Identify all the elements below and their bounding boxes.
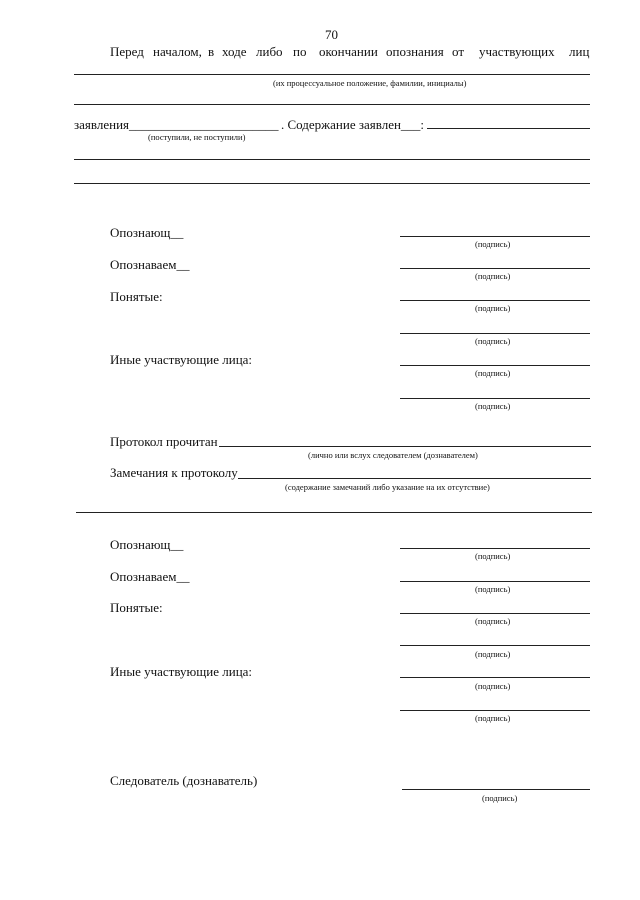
statements-status-field[interactable]: _______________________ <box>129 117 279 132</box>
intro-word: либо <box>256 44 283 59</box>
other-participant-2-signature-field[interactable] <box>400 710 590 711</box>
witnesses-label: Понятые: <box>110 289 163 304</box>
protocol-read-label: Протокол прочитан <box>110 434 218 449</box>
witnesses-label: Понятые: <box>110 600 163 615</box>
investigator-signature-field[interactable] <box>402 789 590 790</box>
signature-caption: (подпись) <box>475 368 511 378</box>
witness-2-signature-field[interactable] <box>400 333 590 334</box>
intro-word: ходе <box>222 44 247 59</box>
other-participants-label: Иные участвующие лица: <box>110 352 253 367</box>
statements-label: заявления <box>74 117 130 132</box>
identified-label: Опознаваем__ <box>110 569 190 584</box>
signature-caption: (подпись) <box>475 239 511 249</box>
investigator-label: Следователь (дознаватель) <box>110 773 258 788</box>
identifier-label: Опознающ__ <box>110 537 184 552</box>
signature-caption: (подпись) <box>475 649 511 659</box>
other-participant-1-signature-field[interactable] <box>400 365 590 366</box>
intro-word: лиц <box>569 44 590 59</box>
participants-caption: (их процессуальное положение, фамилии, инициалы) <box>273 78 467 88</box>
statements-caption: (поступили, не поступили) <box>148 132 246 142</box>
witness-2-signature-field[interactable] <box>400 645 590 646</box>
statements-content-line-3[interactable] <box>74 183 590 184</box>
intro-word: в <box>208 44 215 59</box>
witness-1-signature-field[interactable] <box>400 613 590 614</box>
identified-signature-field[interactable] <box>400 268 590 269</box>
remarks-label: Замечания к протоколу <box>110 465 238 480</box>
remarks-caption: (содержание замечаний либо указание на их отсутствие) <box>285 482 490 492</box>
statements-content-field[interactable] <box>427 128 590 129</box>
protocol-read-caption: (лично или вслух следователем (дознавателем) <box>308 450 478 460</box>
protocol-read-field[interactable] <box>219 446 591 447</box>
signature-caption: (подпись) <box>475 303 511 313</box>
identifier-signature-field[interactable] <box>400 236 590 237</box>
participants-field[interactable] <box>74 74 590 75</box>
other-participant-2-signature-field[interactable] <box>400 398 590 399</box>
signature-caption: (подпись) <box>475 713 511 723</box>
signature-caption: (подпись) <box>475 336 511 346</box>
other-participant-1-signature-field[interactable] <box>400 677 590 678</box>
section-divider <box>76 512 592 513</box>
signature-caption: (подпись) <box>475 271 511 281</box>
intro-word: от <box>452 44 465 59</box>
signature-caption: (подпись) <box>475 401 511 411</box>
other-participants-label: Иные участвующие лица: <box>110 664 253 679</box>
intro-word: началом, <box>153 44 202 59</box>
intro-word: по <box>293 44 307 59</box>
page-number: 70 <box>325 27 338 42</box>
signature-caption: (подпись) <box>482 793 518 803</box>
remarks-field[interactable] <box>238 478 591 479</box>
witness-1-signature-field[interactable] <box>400 300 590 301</box>
signature-caption: (подпись) <box>475 584 511 594</box>
intro-word: окончании <box>319 44 378 59</box>
signature-caption: (подпись) <box>475 551 511 561</box>
intro-word: участвующих <box>479 44 555 59</box>
statements-content-line-2[interactable] <box>74 159 590 160</box>
participants-field-line-2[interactable] <box>74 104 590 105</box>
intro-word: Перед <box>110 44 144 59</box>
signature-caption: (подпись) <box>475 616 511 626</box>
statements-content-label: . Содержание заявлен___: <box>281 117 425 132</box>
intro-word: опознания <box>386 44 444 59</box>
identified-label: Опознаваем__ <box>110 257 190 272</box>
identified-signature-field[interactable] <box>400 581 590 582</box>
signature-caption: (подпись) <box>475 681 511 691</box>
identifier-label: Опознающ__ <box>110 225 184 240</box>
identifier-signature-field[interactable] <box>400 548 590 549</box>
